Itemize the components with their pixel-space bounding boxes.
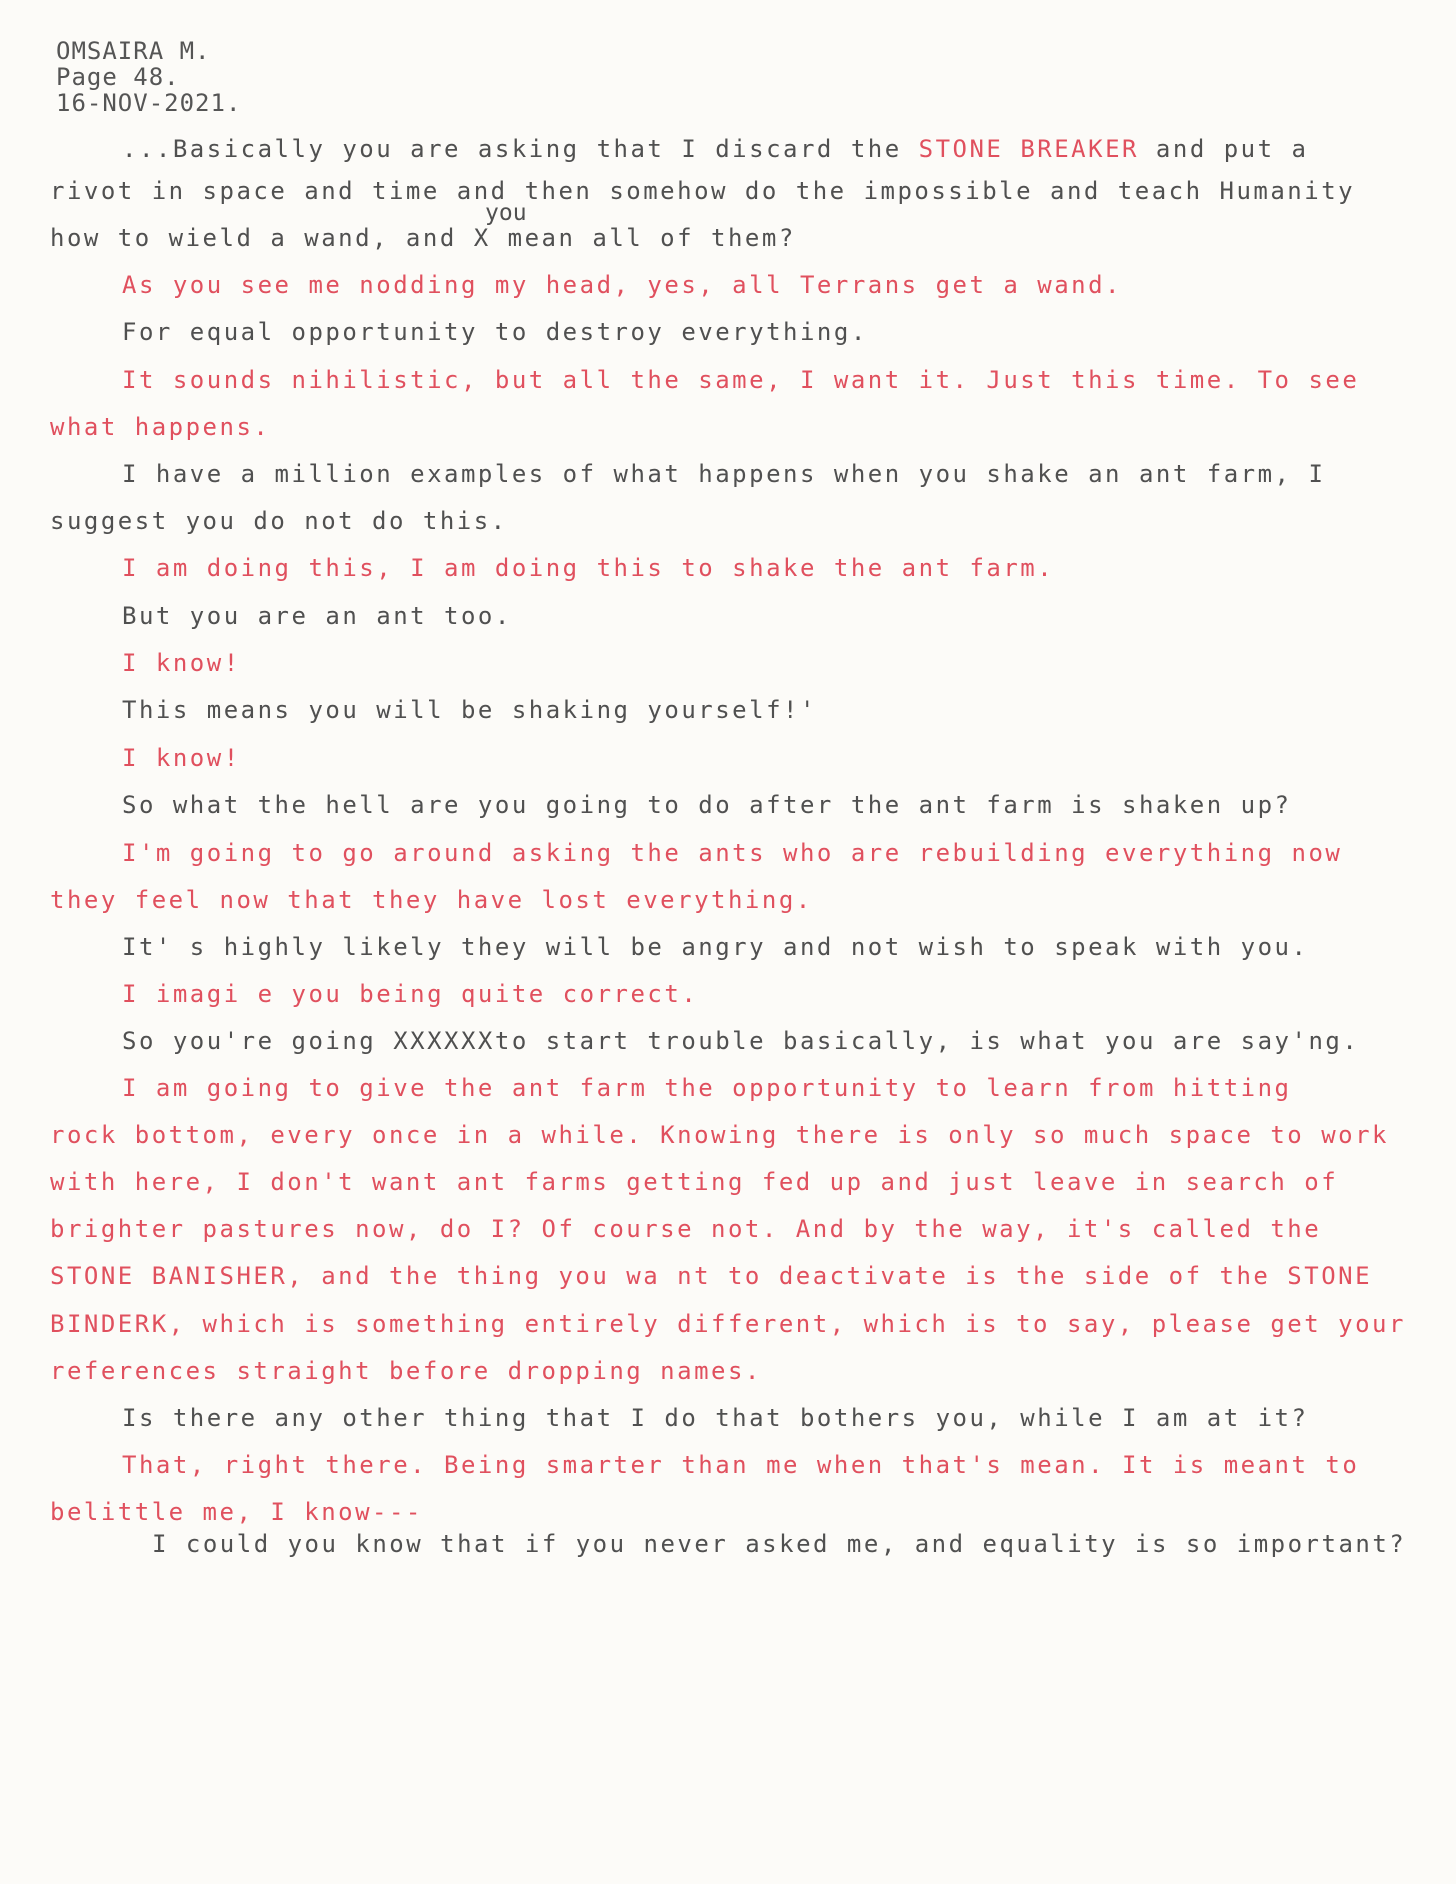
text-line: ...Basically you are asking that I discard the STONE BREAKER and put a (122, 135, 1309, 163)
text-line: I'm going to go around asking the ants who are rebuilding everything now (122, 839, 1343, 867)
text-line: I know! (122, 744, 241, 772)
text-line: It sounds nihilistic, but all the same, I want it. Just this time. To see (122, 366, 1360, 394)
text-line: I am doing this, I am doing this to shake the ant farm. (122, 554, 1055, 582)
text-line: But you are an ant too. (122, 602, 512, 630)
text-line: STONE BANISHER, and the thing you wa nt to deactivate is the side of the STONE (50, 1262, 1373, 1290)
text-line: I have a million examples of what happens when you shake an ant farm, I (122, 460, 1326, 488)
text-line: brighter pastures now, do I? Of course not. And by the way, it's called the (50, 1215, 1322, 1243)
text-line: rock bottom, every once in a while. Knowing there is only so much space to work (50, 1121, 1389, 1149)
text-line: BINDERK, which is something entirely different, which is to say, please get your (50, 1310, 1406, 1338)
text-line: So you're going XXXXXXto start trouble basically, is what you are say'ng. (122, 1027, 1360, 1055)
text-line: rivot in space and time and then somehow do the impossible and teach Humanity (50, 177, 1356, 205)
text-line: I know! (122, 649, 241, 677)
text-line: So what the hell are you going to do after the ant farm is shaken up? (122, 791, 1292, 819)
page-header (56, 38, 241, 116)
text-line: references straight before dropping names. (50, 1357, 762, 1385)
text-line: they feel now that they have lost everything. (50, 886, 813, 914)
text-line: I imagi e you being quite correct. (122, 980, 699, 1008)
text-line: Is there any other thing that I do that bothers you, while I am at it? (122, 1404, 1309, 1432)
page-number: Page 48. (56, 63, 180, 91)
text-line: suggest you do not do this. (50, 507, 508, 535)
text-line: For equal opportunity to destroy everything. (122, 318, 868, 346)
handtyped-insertion: you (485, 200, 527, 226)
date-line: 16-NOV-2021. (56, 89, 242, 117)
text-line: As you see me nodding my head, yes, all Terrans get a wand. (122, 271, 1123, 299)
text-line: I could you know that if you never asked me, and equality is so important? (152, 1530, 1407, 1558)
text-line: how to wield a wand, and X mean all of them? (50, 224, 796, 252)
text-line: This means you will be shaking yourself!' (122, 696, 817, 724)
text-line: belittle me, I know--- (50, 1498, 423, 1526)
text-line: with here, I don't want ant farms getting fed up and just leave in search of (50, 1168, 1339, 1196)
text-line: It' s highly likely they will be angry and not wish to speak with you. (122, 933, 1309, 961)
author-line: OMSAIRA M. (56, 37, 211, 65)
text-line: That, right there. Being smarter than me when that's mean. It is meant to (122, 1451, 1360, 1479)
text-line: I am going to give the ant farm the opportunity to learn from hitting (122, 1074, 1292, 1102)
text-line: what happens. (50, 413, 271, 441)
